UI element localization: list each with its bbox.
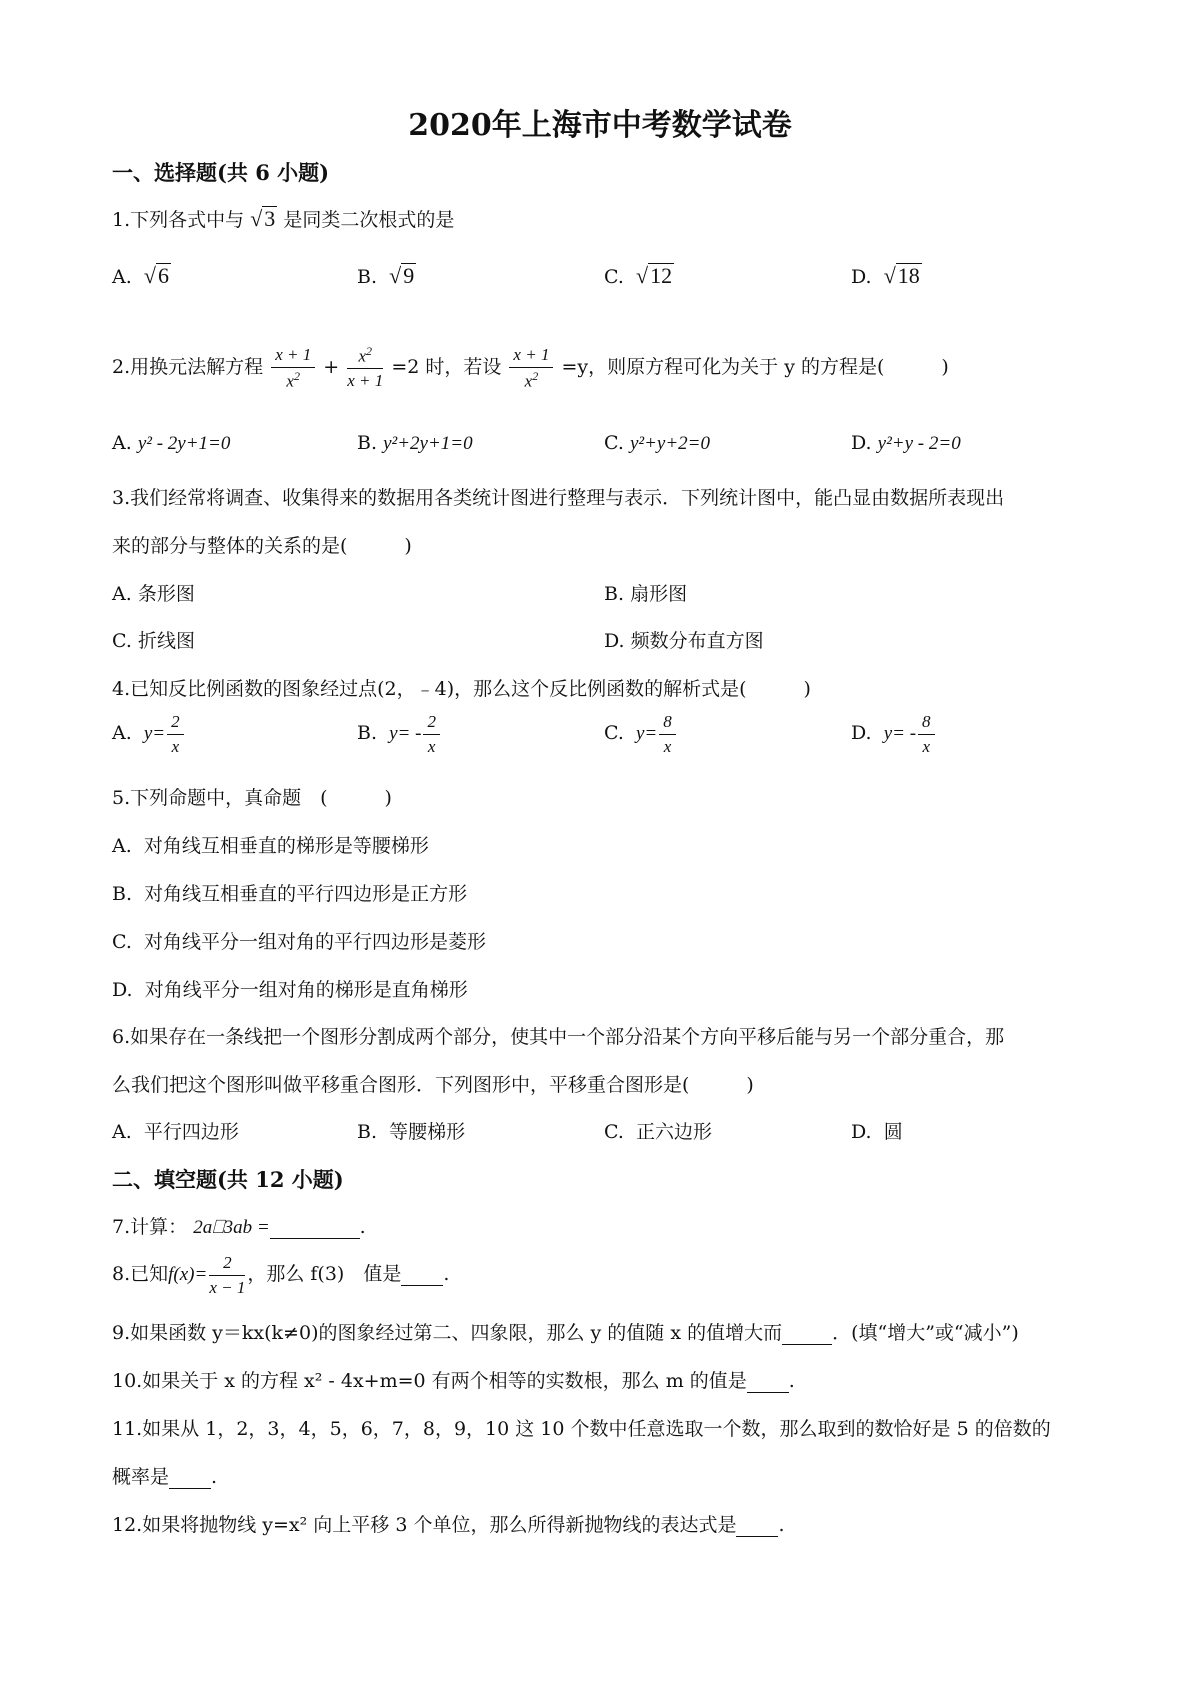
q2-option-a[interactable]: A. y² - 2y+1=0	[112, 432, 231, 454]
q5-option-b[interactable]: B. 对角线互相垂直的平行四边形是正方形	[112, 883, 468, 905]
question-10: 10.如果关于 x 的方程 x² - 4x+m=0 有两个相等的实数根，那么 m 的值是 .	[112, 1370, 795, 1392]
q2-fraction-2: $\frac{x^2}{x + 1}$	[347, 344, 384, 391]
q2-eq: =2 时，若设	[391, 355, 502, 378]
section-heading-choice: 一、选择题(共 6 小题)	[112, 160, 330, 185]
q8-fraction: $\frac{2}{x - 1}$	[209, 1253, 246, 1297]
page-title: 2020年上海市中考数学试卷	[408, 108, 792, 143]
q5-option-c[interactable]: C. 对角线平分一组对角的平行四边形是菱形	[112, 931, 487, 953]
q6-option-c[interactable]: C. 正六边形	[604, 1121, 713, 1143]
q3-option-b[interactable]: B. 扇形图	[604, 583, 688, 605]
q1-sqrt: √3	[250, 206, 276, 231]
question-11-line-2: 概率是 .	[112, 1466, 218, 1488]
question-7: 7.计算： 2a⎕3ab = .	[112, 1216, 366, 1238]
q2-pre: 2.用换元法解方程	[112, 355, 264, 378]
q4-option-d[interactable]: D. y= - $\frac{8}{x}$	[851, 712, 937, 756]
q2-fraction-1: $\frac{x + 1}{x^2}$	[271, 345, 315, 391]
q8-answer-blank[interactable]	[401, 1263, 443, 1286]
q5-option-a[interactable]: A. 对角线互相垂直的梯形是等腰梯形	[112, 835, 429, 857]
q5-option-d[interactable]: D. 对角线平分一组对角的梯形是直角梯形	[112, 979, 468, 1001]
question-12: 12.如果将抛物线 y=x² 向上平移 3 个单位，那么所得新抛物线的表达式是 .	[112, 1514, 785, 1536]
q11-answer-blank[interactable]	[169, 1466, 211, 1489]
q2-option-d[interactable]: D. y²+y - 2=0	[851, 432, 961, 454]
q4-option-a[interactable]: A. y= $\frac{2}{x}$	[112, 712, 186, 756]
question-8: 8.已知f(x)= $\frac{2}{x - 1}$ ，那么 f(3) 值是 .	[112, 1253, 450, 1297]
q1-stem-pre: 1.下列各式中与	[112, 209, 245, 231]
question-3-line-1: 3.我们经常将调查、收集得来的数据用各类统计图进行整理与表示．下列统计图中，能凸显由数据所表现出	[112, 487, 1005, 509]
q12-answer-blank[interactable]	[736, 1514, 778, 1537]
q4-option-c[interactable]: C. y= $\frac{8}{x}$	[604, 712, 678, 756]
q1-option-a[interactable]: A. √6	[112, 263, 169, 288]
q1-stem-post: 是同类二次根式的是	[283, 209, 455, 231]
q10-answer-blank[interactable]	[747, 1370, 789, 1393]
q3-option-c[interactable]: C. 折线图	[112, 630, 195, 652]
q6-option-d[interactable]: D. 圆	[851, 1121, 903, 1143]
q2-option-c[interactable]: C. y²+y+2=0	[604, 432, 710, 454]
q1-option-d[interactable]: D. √18	[851, 263, 920, 288]
q1-option-c[interactable]: C. √12	[604, 263, 673, 288]
q2-fraction-3: $\frac{x + 1}{x^2}$	[509, 345, 553, 391]
question-3-line-2: 来的部分与整体的关系的是( )	[112, 535, 412, 557]
q6-option-b[interactable]: B. 等腰梯形	[357, 1121, 466, 1143]
q6-option-a[interactable]: A. 平行四边形	[112, 1121, 239, 1143]
q3-option-a[interactable]: A. 条形图	[112, 583, 195, 605]
q7-answer-blank[interactable]	[270, 1216, 360, 1239]
question-2-stem: 2.用换元法解方程 $\frac{x + 1}{x^2}$ + $\frac{x^2}{x + 1}$ =2 时，若设 $\frac{x + 1}{x^2}$ =y，则原方程可化为关于 y 的方程是( )	[112, 344, 949, 391]
question-4-stem: 4.已知反比例函数的图象经过点(2，﹣4)，那么这个反比例函数的解析式是( )	[112, 678, 811, 700]
question-9: 9.如果函数 y＝kx(k≠0)的图象经过第二、四象限，那么 y 的值随 x 的值增大而 ．(填“增大”或“减小”)	[112, 1322, 1019, 1344]
q1-option-b[interactable]: B. √9	[357, 263, 415, 288]
q3-option-d[interactable]: D. 频数分布直方图	[604, 630, 764, 652]
question-11-line-1: 11.如果从 1，2，3，4，5，6，7，8，9，10 这 10 个数中任意选取一个数，那么取到的数恰好是 5 的倍数的	[112, 1418, 1051, 1440]
question-1-stem	[112, 205, 454, 232]
question-5-stem: 5.下列命题中，真命题 ( )	[112, 787, 392, 809]
question-6-line-2: 么我们把这个图形叫做平移重合图形．下列图形中，平移重合图形是( )	[112, 1074, 754, 1096]
q4-option-b[interactable]: B. y= - $\frac{2}{x}$	[357, 712, 442, 756]
q2-option-b[interactable]: B. y²+2y+1=0	[357, 432, 473, 454]
section-heading-fill-in: 二、填空题(共 12 小题)	[112, 1167, 344, 1192]
q9-answer-blank[interactable]	[782, 1322, 832, 1345]
q2-post: =y，则原方程可化为关于 y 的方程是( )	[561, 355, 949, 378]
question-6-line-1: 6.如果存在一条线把一个图形分割成两个部分，使其中一个部分沿某个方向平移后能与另一个部分重合，那	[112, 1026, 1005, 1048]
